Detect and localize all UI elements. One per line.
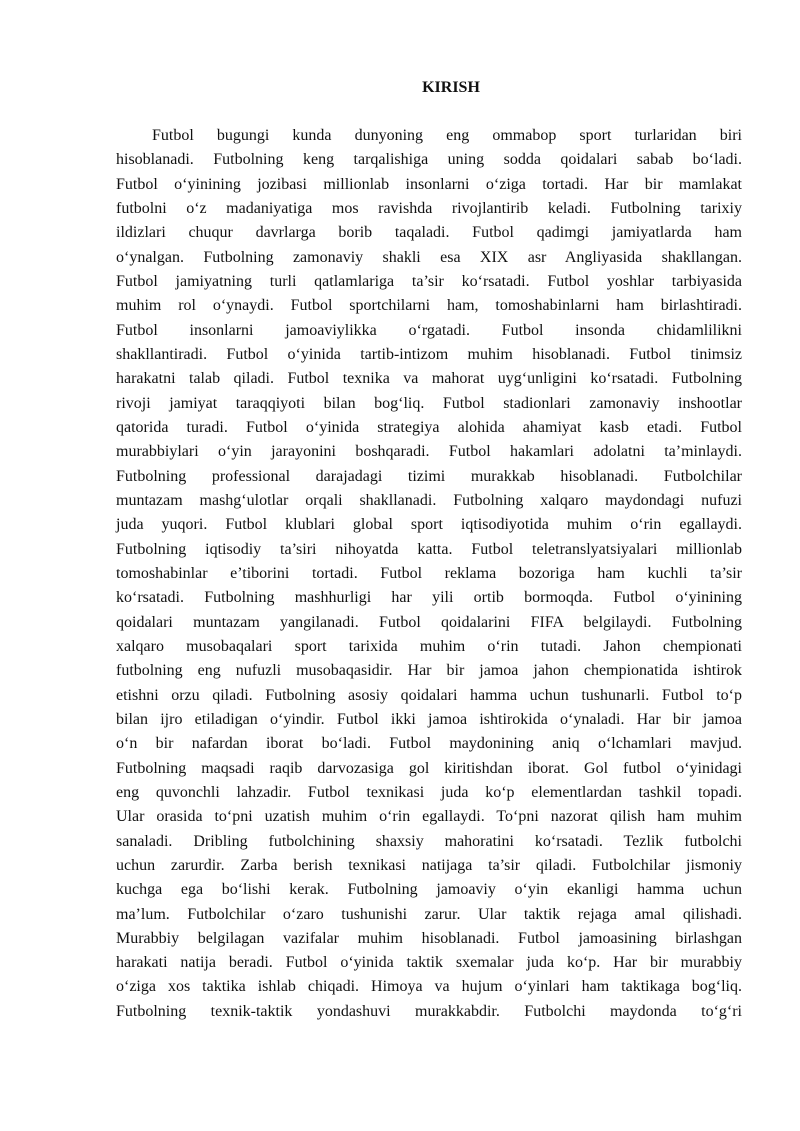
text-line: o‘n bir nafardan iborat bo‘ladi. Futbol maydonining aniq o‘lchamlari mavjud. <box>116 735 742 753</box>
text-line: etishni orzu qiladi. Futbolning asosiy qoidalari hamma uchun tushunarli. Futbol to‘p <box>116 686 742 704</box>
text-line: bilan ijro etiladigan o‘yindir. Futbol ikki jamoa ishtirokida o‘ynaladi. Har bir jamoa <box>116 710 742 728</box>
text-line: rivoji jamiyat taraqqiyoti bilan bog‘liq. Futbol stadionlari zamonaviy inshootlar <box>116 394 742 412</box>
text-line: Ular orasida to‘pni uzatish muhim o‘rin egallaydi. To‘pni nazorat qilish ham muhim <box>116 808 742 826</box>
text-line: muntazam mashg‘ulotlar orqali shakllanadi. Futbolning xalqaro maydondagi nufuzi <box>116 491 742 509</box>
text-line: o‘ziga xos taktika ishlab chiqadi. Himoya va hujum o‘yinlari ham taktikaga bog‘liq. <box>116 978 742 996</box>
text-line: ildizlari chuqur davrlarga borib taqaladi. Futbol qadimgi jamiyatlarda ham <box>116 224 742 242</box>
text-line: Futbolning texnik-taktik yondashuvi murakkabdir. Futbolchi maydonda to‘g‘ri <box>116 1002 742 1020</box>
text-line: futbolni o‘z madaniyatiga mos ravishda rivojlantirib keladi. Futbolning tarixiy <box>116 199 742 217</box>
text-line: Futbol o‘yinining jozibasi millionlab insonlarni o‘ziga tortadi. Har bir mamlakat <box>116 175 742 193</box>
text-line: tomoshabinlar e’tiborini tortadi. Futbol reklama bozoriga ham kuchli ta’sir <box>116 564 742 582</box>
text-line: sanaladi. Dribling futbolchining shaxsiy mahoratini ko‘rsatadi. Tezlik futbolchi <box>116 832 742 850</box>
text-line: uchun zarurdir. Zarba berish texnikasi natijaga ta’sir qiladi. Futbolchilar jismoniy <box>116 856 742 874</box>
text-line: o‘ynalgan. Futbolning zamonaviy shakli esa XIX asr Angliyasida shakllangan. <box>116 248 742 266</box>
text-line: hisoblanadi. Futbolning keng tarqalishiga uning sodda qoidalari sabab bo‘ladi. <box>116 151 742 169</box>
text-line: shakllantiradi. Futbol o‘yinida tartib-intizom muhim hisoblanadi. Futbol tinimsiz <box>116 345 742 363</box>
body-paragraph <box>116 124 742 1024</box>
text-line: Futbolning iqtisodiy ta’siri nihoyatda katta. Futbol teletranslyatsiyalari millionlab <box>116 540 742 558</box>
text-line: xalqaro musobaqalari sport tarixida muhim o‘rin tutadi. Jahon chempionati <box>116 637 742 655</box>
text-line: eng quvonchli lahzadir. Futbol texnikasi juda ko‘p elementlardan tashkil topadi. <box>116 783 742 801</box>
text-line: kuchga ega bo‘lishi kerak. Futbolning jamoaviy o‘yin ekanligi hamma uchun <box>116 881 742 899</box>
text-line: Futbol insonlarni jamoaviylikka o‘rgatadi. Futbol insonda chidamlilikni <box>116 321 742 339</box>
text-line: Futbol jamiyatning turli qatlamlariga ta’sir ko‘rsatadi. Futbol yoshlar tarbiyasida <box>116 272 742 290</box>
text-line: Futbolning professional darajadagi tizimi murakkab hisoblanadi. Futbolchilar <box>116 467 742 485</box>
text-line: harakati natija beradi. Futbol o‘yinida taktik sxemalar juda ko‘p. Har bir murabbiy <box>116 954 742 972</box>
text-line: qoidalari muntazam yangilanadi. Futbol qoidalarini FIFA belgilaydi. Futbolning <box>116 613 742 631</box>
text-line: Futbolning maqsadi raqib darvozasiga gol kiritishdan iborat. Gol futbol o‘yinidagi <box>116 759 742 777</box>
text-line: Murabbiy belgilagan vazifalar muhim hisoblanadi. Futbol jamoasining birlashgan <box>116 929 742 947</box>
text-line: harakatni talab qiladi. Futbol texnika va mahorat uyg‘unligini ko‘rsatadi. Futbolning <box>116 370 742 388</box>
text-line: murabbiylari o‘yin jarayonini boshqaradi. Futbol hakamlari adolatni ta’minlaydi. <box>116 443 742 461</box>
text-line: juda yuqori. Futbol klublari global sport iqtisodiyotida muhim o‘rin egallaydi. <box>116 516 742 534</box>
text-line: ma’lum. Futbolchilar o‘zaro tushunishi zarur. Ular taktik rejaga amal qilishadi. <box>116 905 742 923</box>
text-line: muhim rol o‘ynaydi. Futbol sportchilarni ham, tomoshabinlarni ham birlashtiradi. <box>116 297 742 315</box>
text-line: futbolning eng nufuzli musobaqasidir. Har bir jamoa jahon chempionatida ishtirok <box>116 662 742 680</box>
text-line: qatorida turadi. Futbol o‘yinida strategiya alohida ahamiyat kasb etadi. Futbol <box>116 418 742 436</box>
text-line: Futbol bugungi kunda dunyoning eng ommabop sport turlaridan biri <box>152 127 742 144</box>
text-line: ko‘rsatadi. Futbolning mashhurligi har yili ortib bormoqda. Futbol o‘yinining <box>116 589 742 607</box>
page-title: KIRISH <box>422 79 480 96</box>
